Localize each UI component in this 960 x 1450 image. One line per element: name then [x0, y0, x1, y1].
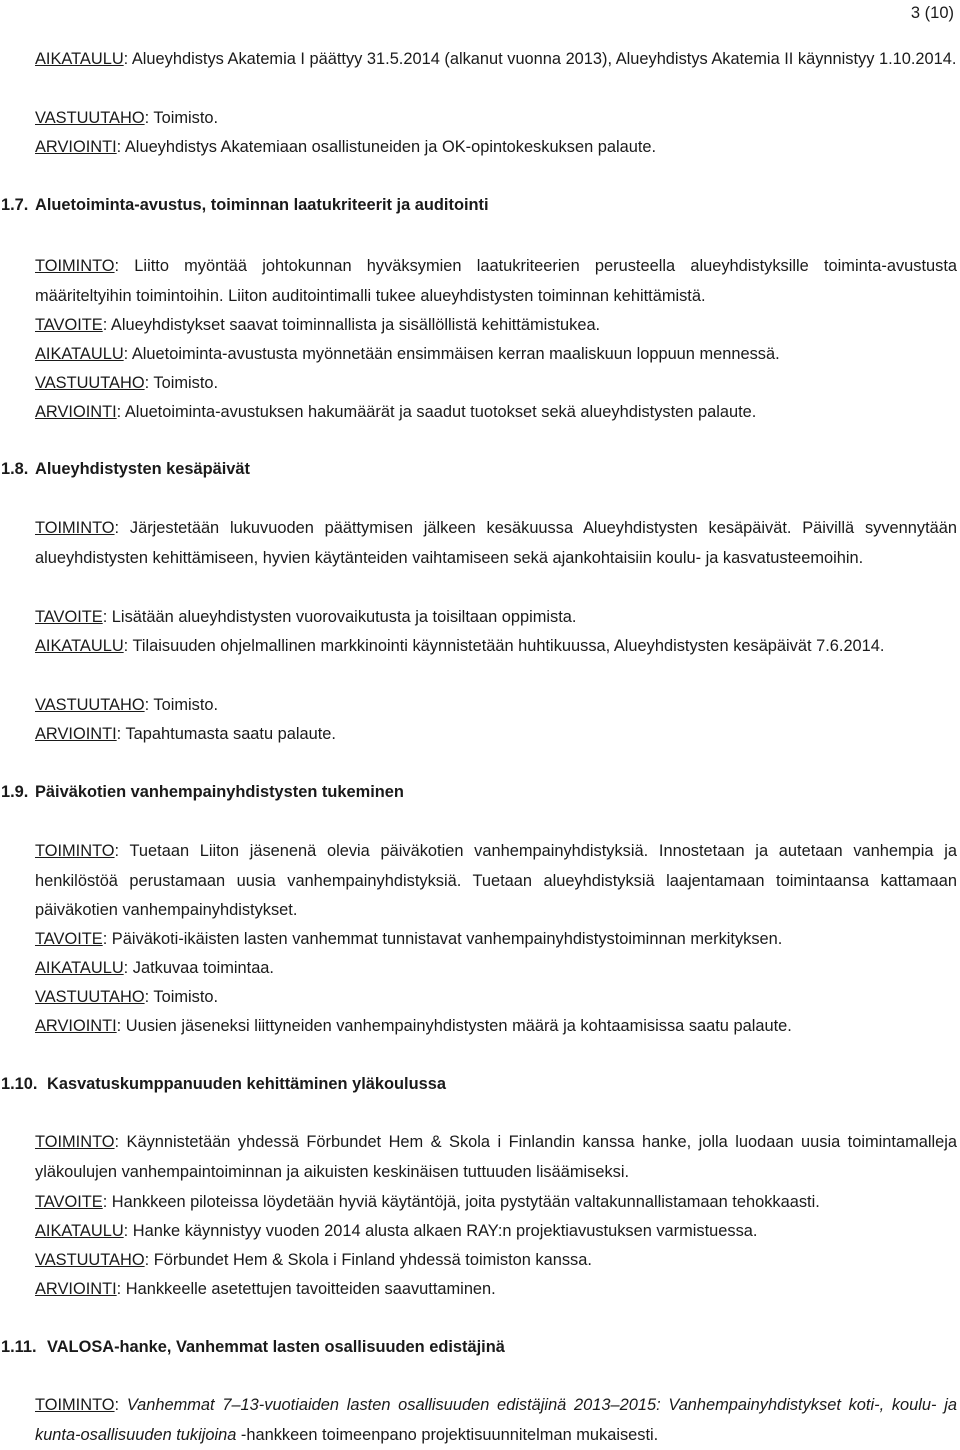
section-heading-1-9: 1.9. Päiväkotien vanhempainyhdistysten tukeminen	[1, 783, 404, 801]
s18-goal: TAVOITE: Lisätään alueyhdistysten vuorovaikutusta ja toisiltaan oppimista.	[35, 608, 577, 626]
project-name: Vanhemmat 7–13-vuotiaiden lasten osallisuuden edistäjinä 2013–2015: Vanhempainyhdistykset koti-, koulu- ja kunta-osallisuuden tukijoina	[35, 1396, 957, 1444]
s17-goal: TAVOITE: Alueyhdistykset saavat toiminnallista ja sisällöllistä kehittämistukea.	[35, 316, 601, 334]
s19-activity: TOIMINTO: Tuetaan Liiton jäsenenä olevia päiväkotien vanhempainyhdistyksiä. Innostetaan ja autetaan vanhempia ja henkilöstöä perustamaan uusia vanhempainyhdistyksiä. Tuetaan alueyhdistyksiä laajentamaan toimintaansa kattamaan päiväkotien vanhempainyhdistykset.	[35, 842, 957, 919]
top-schedule: AIKATAULU: Alueyhdistys Akatemia I päättyy 31.5.2014 (alkanut vuonna 2013), Alueyhdistys Akatemia II käynnistyy 1.10.2014.	[35, 50, 957, 68]
s19-evaluation: ARVIOINTI: Uusien jäseneksi liittyneiden vanhempainyhdistysten määrä ja kohtaamisissa saatu palaute.	[35, 1017, 792, 1035]
section-heading-1-8: 1.8. Alueyhdistysten kesäpäivät	[1, 460, 250, 478]
section-heading-1-11: 1.11. VALOSA-hanke, Vanhemmat lasten osallisuuden edistäjinä	[1, 1338, 505, 1356]
s17-schedule: AIKATAULU: Aluetoiminta-avustusta myönnetään ensimmäisen kerran maaliskuun loppuun mennessä.	[35, 345, 780, 363]
s17-activity: TOIMINTO: Liitto myöntää johtokunnan hyväksymien laatukriteerien perusteella alueyhdistyksille toiminta-avustusta määriteltyihin toimintoihin. Liiton auditointimalli tukee alueyhdistysten toiminnan kehittämistä.	[35, 257, 957, 305]
s17-evaluation: ARVIOINTI: Aluetoiminta-avustuksen hakumäärät ja saadut tuotokset sekä alueyhdistysten palaute.	[35, 403, 757, 421]
s110-evaluation: ARVIOINTI: Hankkeelle asetettujen tavoitteiden saavuttaminen.	[35, 1280, 496, 1298]
s18-activity: TOIMINTO: Järjestetään lukuvuoden päättymisen jälkeen kesäkuussa Alueyhdistysten kesäpäivät. Päivillä syvennytään alueyhdistysten kehittämiseen, hyvien käytänteiden vaihtamiseen sekä ajankohtaisiin koulu- ja kasvatusteemoihin.	[35, 519, 957, 567]
s18-schedule: AIKATAULU: Tilaisuuden ohjelmallinen markkinointi käynnistetään huhtikuussa, Alueyhdistysten kesäpäivät 7.6.2014.	[35, 637, 885, 655]
s19-goal: TAVOITE: Päiväkoti-ikäisten lasten vanhemmat tunnistavat vanhempainyhdistystoiminnan merkityksen.	[35, 930, 783, 948]
s110-schedule: AIKATAULU: Hanke käynnistyy vuoden 2014 alusta alkaen RAY:n projektiavustuksen varmistuessa.	[35, 1222, 758, 1240]
s111-activity: TOIMINTO: Vanhemmat 7–13-vuotiaiden lasten osallisuuden edistäjinä 2013–2015: Vanhempainyhdistykset koti-, koulu- ja kunta-osallisuuden tukijoina -hankkeen toimeenpano projektisuunnitelman mukaisesti.	[35, 1396, 957, 1444]
section-heading-1-7: 1.7. Aluetoiminta-avustus, toiminnan laatukriteerit ja auditointi	[1, 196, 489, 214]
s18-evaluation: ARVIOINTI: Tapahtumasta saatu palaute.	[35, 725, 336, 743]
s110-responsible: VASTUUTAHO: Förbundet Hem & Skola i Finland yhdessä toimiston kanssa.	[35, 1251, 592, 1269]
page-number: 3 (10)	[910, 4, 954, 22]
s110-activity: TOIMINTO: Käynnistetään yhdessä Förbundet Hem & Skola i Finlandin kanssa hanke, jolla luodaan uusia toimintamalleja yläkoulujen vanhempaintoiminnan ja aikuisten keskinäisen tuttuuden lisäämiseksi.	[35, 1133, 957, 1181]
s19-schedule: AIKATAULU: Jatkuvaa toimintaa.	[35, 959, 274, 977]
s17-responsible: VASTUUTAHO: Toimisto.	[35, 374, 219, 392]
s19-responsible: VASTUUTAHO: Toimisto.	[35, 988, 219, 1006]
section-heading-1-10: 1.10. Kasvatuskumppanuuden kehittäminen yläkoulussa	[1, 1075, 446, 1093]
s110-goal: TAVOITE: Hankkeen piloteissa löydetään hyviä käytäntöjä, joita pystytään valtakunnallistamaan tehokkaasti.	[35, 1193, 820, 1211]
top-responsible: VASTUUTAHO: Toimisto.	[35, 109, 219, 127]
top-evaluation: ARVIOINTI: Alueyhdistys Akatemiaan osallistuneiden ja OK-opintokeskuksen palaute.	[35, 138, 657, 156]
s18-responsible: VASTUUTAHO: Toimisto.	[35, 696, 219, 714]
